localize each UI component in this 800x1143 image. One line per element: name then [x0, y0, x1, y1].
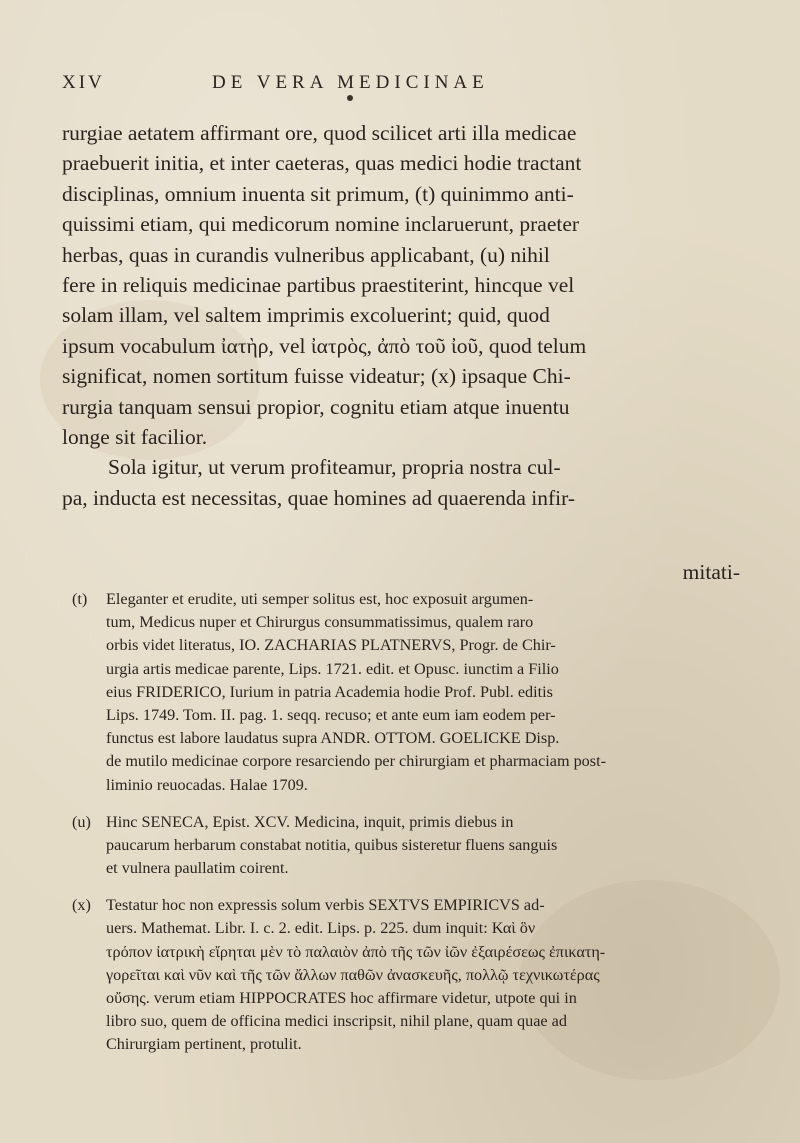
footnote-line: οὔσης. verum etiam HIPPOCRATES hoc affirmare videtur, utpote qui in	[106, 989, 577, 1007]
footnote-line: functus est labore laudatus supra ANDR. OTTOM. GOELICKE Disp.	[106, 729, 560, 748]
main-text	[62, 118, 742, 513]
text-line: pa, inducta est necessitas, quae homines ad quaerenda infir-	[62, 485, 575, 510]
footnote-line: urgia artis medicae parente, Lips. 1721. edit. et Opusc. iunctim a Filio	[106, 659, 559, 678]
footnote-line: γορεῖται καὶ νῦν καὶ τῆς τῶν ἄλλων παθῶν ἀνασκευῆς, πολλῷ τεχνικωτέρας	[106, 965, 600, 984]
text-line: rurgiae aetatem affirmant ore, quod scilicet arti illa medicae	[62, 121, 577, 145]
footnote-line: Hinc SENECA, Epist. XCV. Medicina, inquit, primis diebus in	[106, 812, 514, 831]
footnote-line: Testatur hoc non expressis solum verbis SEXTVS EMPIRICVS ad-	[106, 896, 545, 915]
footnote-mark: (u)	[72, 812, 91, 831]
text-line: herbas, quas in curandis vulneribus applicabant, (u) nihil	[62, 242, 550, 267]
footnote-mark: (x)	[72, 896, 91, 915]
catchword: mitati-	[682, 560, 740, 584]
footnote-line: liminio reuocadas. Halae 1709.	[106, 775, 308, 794]
footnote-line: et vulnera paullatim coirent.	[106, 859, 289, 878]
footnote	[72, 811, 712, 881]
text-line: ipsum vocabulum ἰατὴρ, vel ἰατρὸς, ἀπὸ τοῦ ἰοῦ, quod telum	[62, 333, 587, 358]
text-line: quissimi etiam, qui medicorum nomine inclaruerunt, praeter	[62, 212, 580, 237]
footnote-line: paucarum herbarum constabat notitia, quibus sisteretur fluens sanguis	[106, 835, 558, 854]
footnotes	[72, 588, 712, 1065]
text-line: solam illam, vel saltem imprimis excoluerint; quid, quod	[62, 303, 550, 328]
footnote-line: eius FRIDERICO, Iurium in patria Academia hodie Prof. Publ. editis	[106, 682, 553, 701]
footnote-line: de mutilo medicinae corpore resarciendo per chirurgiam et pharmaciam post-	[106, 752, 606, 771]
footnote-mark: (t)	[72, 590, 88, 608]
footnote-line: uers. Mathemat. Libr. I. c. 2. edit. Lips. p. 225. dum inquit: Καὶ ὃν	[106, 919, 536, 938]
footnote-line: Lips. 1749. Tom. II. pag. 1. seqq. recuso; et ante eum iam eodem per-	[106, 705, 556, 724]
text-line: significat, nomen sortitum fuisse videatur; (x) ipsaque Chi-	[62, 364, 571, 389]
text-line: longe sit facilior.	[62, 424, 208, 449]
text-line: disciplinas, omnium inuenta sit primum, (t) quinimmo anti-	[62, 181, 574, 206]
text-line: Sola igitur, ut verum profiteamur, propria nostra cul-	[108, 455, 561, 480]
ornament-icon	[347, 95, 353, 101]
text-line: rurgia tanquam sensui propior, cognitu etiam atque inuentu	[62, 394, 570, 419]
running-title: DE VERA MEDICINAE	[212, 72, 489, 93]
footnote-line: tum, Medicus nuper et Chirurgus consummatissimus, qualem raro	[106, 613, 534, 632]
footnote-line: libro suo, quem de officina medici inscripsit, nihil plane, quam quae ad	[106, 1012, 567, 1031]
footnote	[72, 894, 712, 1056]
text-line: praebuerit initia, et inter caeteras, quas medici hodie tractant	[62, 151, 582, 176]
text-line: fere in reliquis medicinae partibus praestiterint, hincque vel	[62, 272, 575, 297]
page-number: XIV	[62, 72, 105, 93]
running-header	[62, 72, 742, 102]
footnote	[72, 588, 712, 797]
footnote-line: Eleganter et erudite, uti semper solitus est, hoc exposuit argumen-	[106, 590, 534, 608]
footnote-line: orbis videt literatus, IO. ZACHARIAS PLATNERVS, Progr. de Chir-	[106, 636, 556, 655]
footnote-line: τρόπον ἰατρικὴ εἴρηται μὲν τὸ παλαιὸν ἀπὸ τῆς τῶν ἰῶν ἐξαιρέσεως ἐπικατη-	[106, 942, 606, 961]
footnote-line: Chirurgiam pertinent, protulit.	[106, 1035, 302, 1054]
